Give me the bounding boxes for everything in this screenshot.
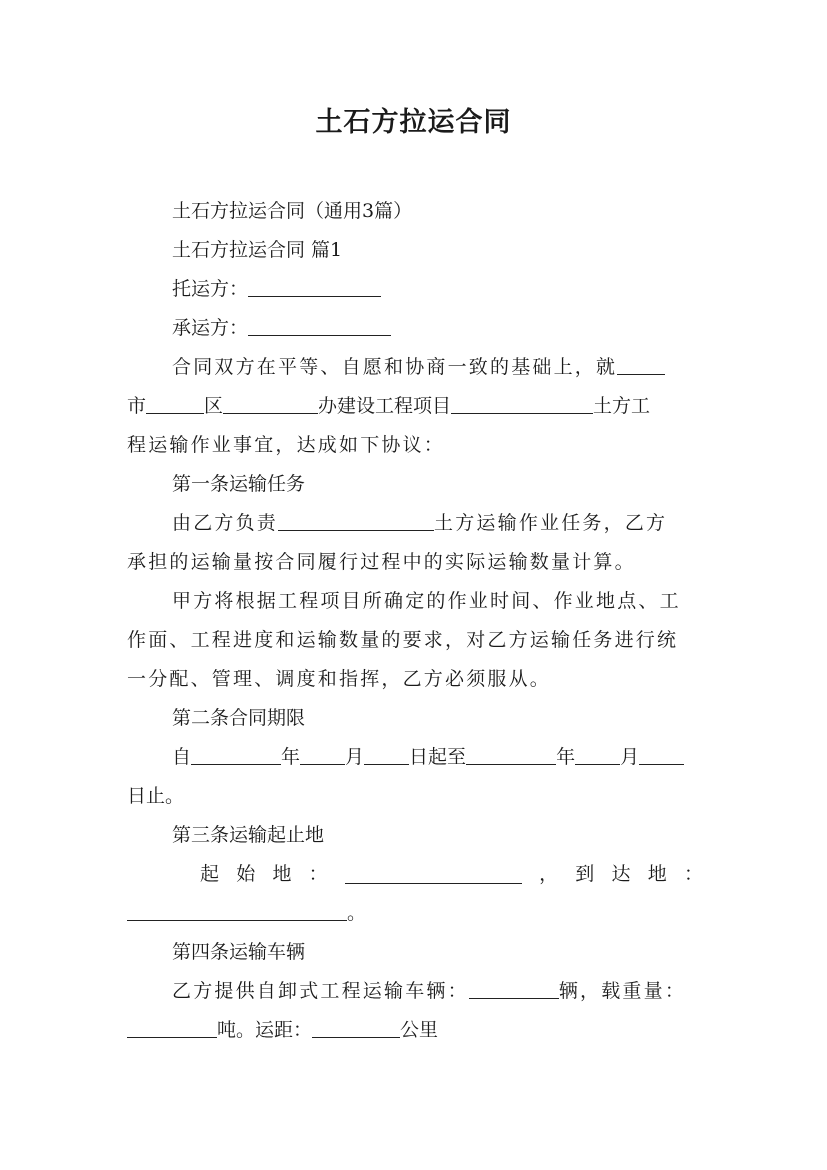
paragraph-line: 程运输作业事宜，达成如下协议： xyxy=(127,434,446,456)
label-char: 起 xyxy=(200,863,220,885)
origin-blank[interactable] xyxy=(345,865,522,884)
carrier-blank[interactable] xyxy=(248,317,391,336)
district-label: 区 xyxy=(204,395,224,417)
start-year-blank[interactable] xyxy=(191,746,281,765)
paragraph-text: 。 xyxy=(347,902,367,924)
label-char: 地 xyxy=(647,863,667,885)
paragraph-line: 承担的运输量按合同履行过程中的实际运输数量计算。 xyxy=(127,551,636,573)
label-char: ： xyxy=(683,863,703,885)
paragraph-line xyxy=(127,738,703,777)
paragraph-text: 土方工 xyxy=(593,395,651,417)
month-label: 月 xyxy=(620,746,640,768)
document-body xyxy=(127,192,703,1050)
label-char: 到 xyxy=(575,863,595,885)
project-label: 办建设工程项目 xyxy=(318,395,452,417)
label-char: 始 xyxy=(236,863,256,885)
project-blank[interactable] xyxy=(451,395,593,414)
origin-destination-line xyxy=(127,855,703,894)
shipper-blank[interactable] xyxy=(248,278,381,297)
shipper-label: 托运方： xyxy=(172,278,249,300)
destination-blank[interactable] xyxy=(127,902,347,921)
paragraph-text: 辆，载重量： xyxy=(558,980,687,1002)
paragraph-text: 合同双方在平等、自愿和协商一致的基础上，就 xyxy=(172,356,618,378)
label-char: 达 xyxy=(611,863,631,885)
paragraph-text: 乙方提供自卸式工程运输车辆： xyxy=(172,980,469,1002)
paragraph-line: 作面、工程进度和运输数量的要求，对乙方运输任务进行统 xyxy=(127,629,679,651)
task-blank[interactable] xyxy=(278,512,434,531)
paragraph-text: 日起至 xyxy=(409,746,467,768)
load-weight-blank[interactable] xyxy=(127,1019,217,1038)
city-blank[interactable] xyxy=(146,395,204,414)
year-label: 年 xyxy=(281,746,301,768)
vehicle-count-blank[interactable] xyxy=(469,980,559,999)
start-day-blank[interactable] xyxy=(364,746,409,765)
article-heading: 第二条合同期限 xyxy=(172,707,306,729)
city-blank-1[interactable] xyxy=(617,356,665,375)
label-char: ， xyxy=(539,863,559,885)
carrier-line xyxy=(127,309,703,348)
end-day-blank[interactable] xyxy=(639,746,684,765)
year-label: 年 xyxy=(556,746,576,768)
label-char: ： xyxy=(308,863,328,885)
start-month-blank[interactable] xyxy=(300,746,345,765)
paragraph-line: 一分配、管理、调度和指挥，乙方必须服从。 xyxy=(127,668,552,690)
paragraph-line xyxy=(127,504,703,543)
paragraph-line: 甲方将根据工程项目所确定的作业时间、作业地点、工 xyxy=(172,590,681,612)
month-label: 月 xyxy=(345,746,365,768)
district-blank[interactable] xyxy=(223,395,318,414)
end-year-blank[interactable] xyxy=(466,746,556,765)
end-month-blank[interactable] xyxy=(575,746,620,765)
paragraph-line xyxy=(127,387,703,426)
paragraph-text: 自 xyxy=(172,746,192,768)
shipper-line xyxy=(127,270,703,309)
paragraph-line xyxy=(127,348,703,387)
document-title: 土石方拉运合同 xyxy=(315,107,512,138)
carrier-label: 承运方： xyxy=(172,317,249,339)
paragraph-text: 由乙方负责 xyxy=(172,512,279,534)
section-heading: 土石方拉运合同 篇1 xyxy=(172,239,343,261)
article-heading: 第三条运输起止地 xyxy=(172,824,325,846)
city-label: 市 xyxy=(127,395,147,417)
paragraph-line xyxy=(127,894,703,933)
article-heading: 第四条运输车辆 xyxy=(172,941,306,963)
paragraph-line xyxy=(127,1011,703,1050)
distance-blank[interactable] xyxy=(312,1019,400,1038)
paragraph-text: 吨。运距： xyxy=(217,1019,313,1041)
paragraph-line xyxy=(127,972,703,1011)
paragraph-text: 土方运输作业任务，乙方 xyxy=(434,512,668,534)
subtitle-line: 土石方拉运合同（通用3篇） xyxy=(172,200,413,222)
paragraph-line: 日止。 xyxy=(127,785,185,807)
label-char: 地 xyxy=(272,863,292,885)
article-heading: 第一条运输任务 xyxy=(172,473,306,495)
paragraph-text: 公里 xyxy=(400,1019,439,1041)
